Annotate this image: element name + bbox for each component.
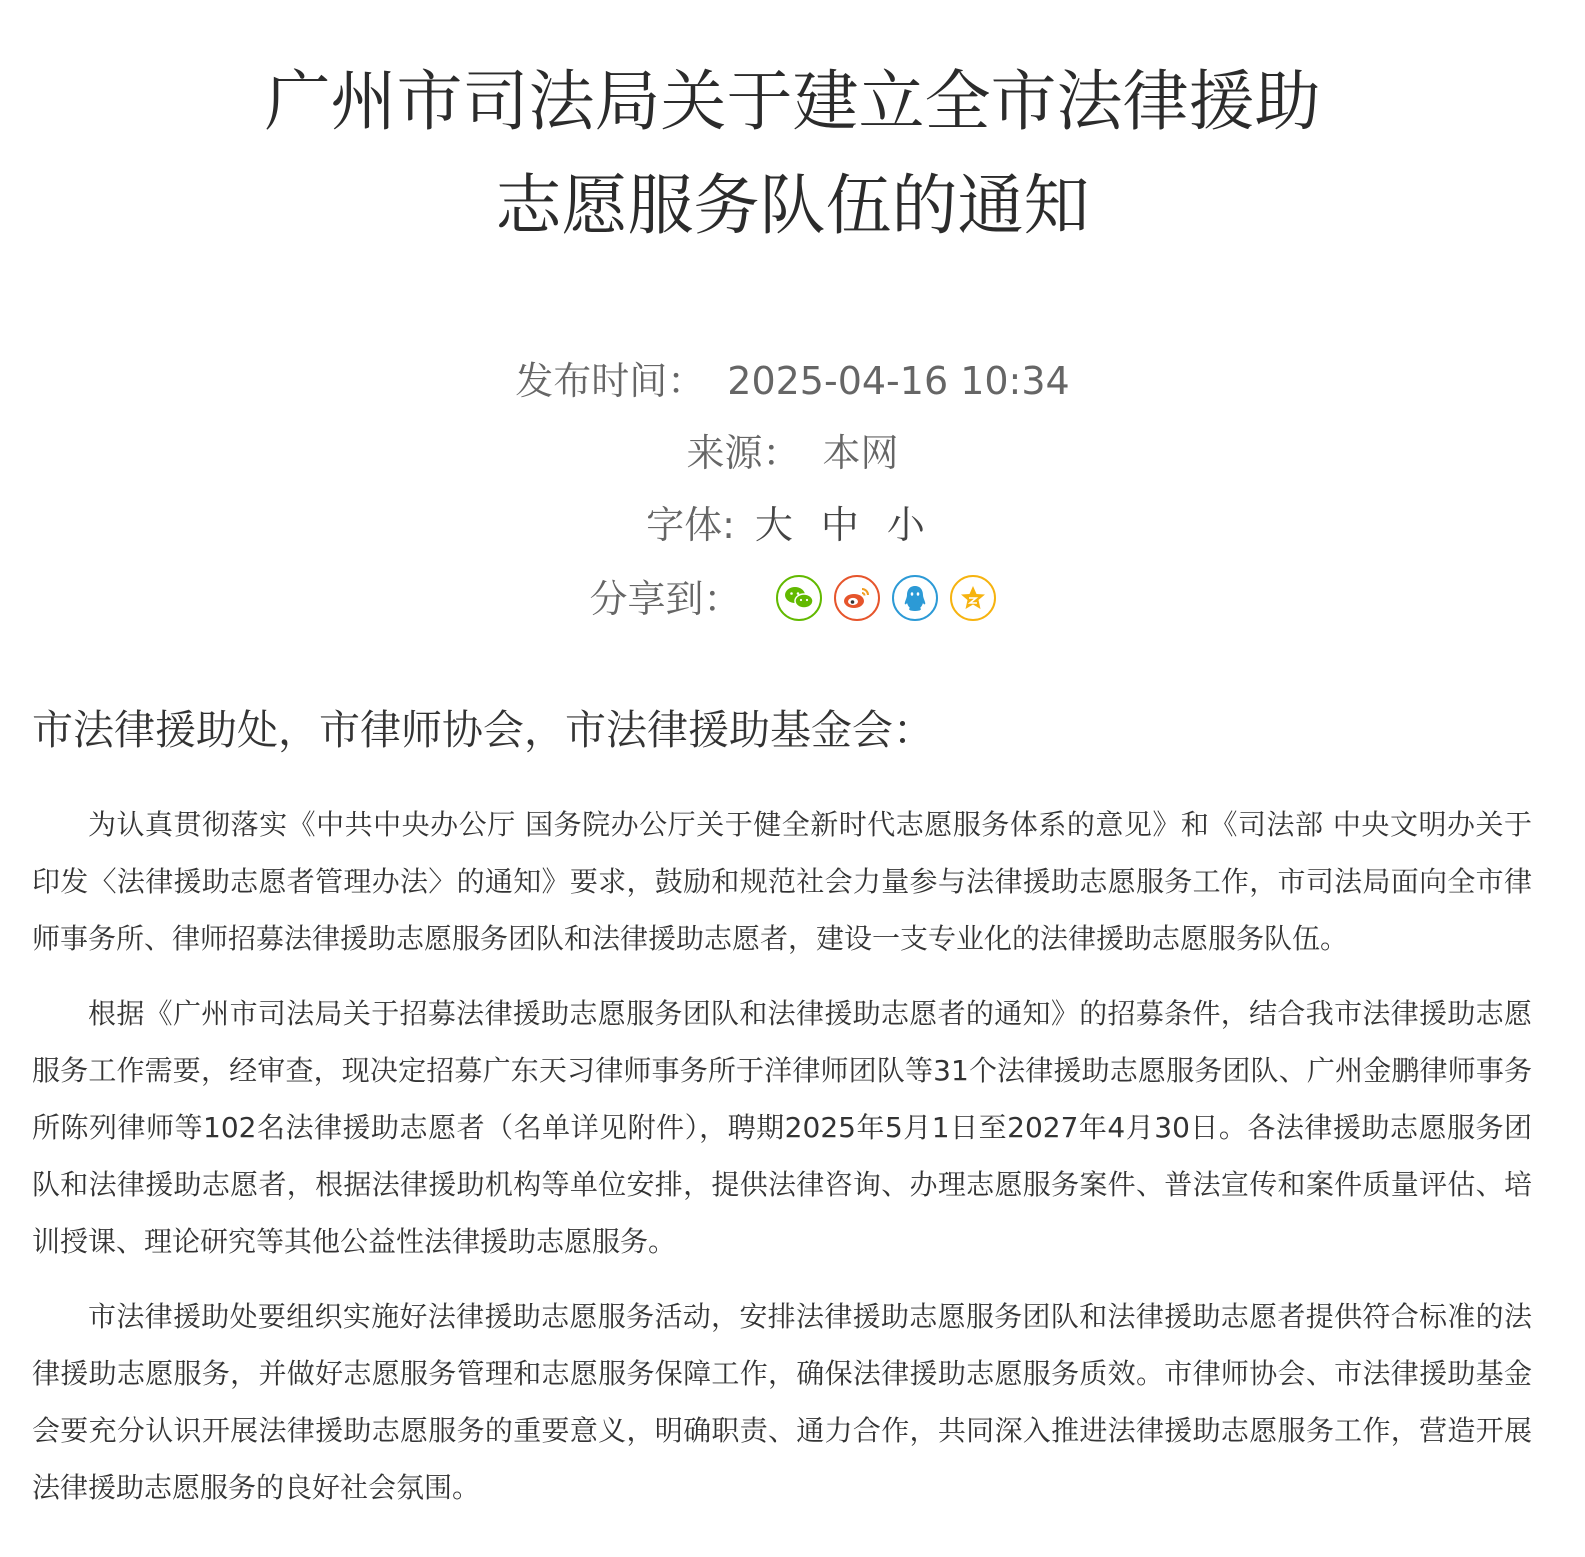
qq-icon[interactable]: [892, 575, 938, 621]
share-label: 分享到：: [589, 577, 742, 621]
article-title: [0, 50, 1585, 258]
article-paragraph: 根据《广州市司法局关于招募法律援助志愿服务团队和法律援助志愿者的通知》的招募条件，结合我市法律援助志愿服务工作需要，经审查，现决定招募广东天习律师事务所于洋律师团队等31个法律援助志愿服务团队、广州金鹏律师事务所陈列律师等102名法律援助志愿者（名单详见附件），聘期2025年5月1日至2027年4月30日。各法律援助志愿服务团队和法律援助志愿者，根据法律援助机构等单位安排，提供法律咨询、办理志愿服务案件、普法宣传和案件质量评估、培训授课、理论研究等其他公益性法律援助志愿服务。: [32, 997, 1532, 1258]
weibo-icon[interactable]: [834, 575, 880, 621]
font-size-label: 字体:: [646, 503, 735, 547]
font-size-row: [0, 494, 1585, 549]
wechat-icon[interactable]: [776, 575, 822, 621]
publish-time-value: 2025-04-16 10:34: [727, 359, 1070, 403]
article-title-line1: 广州市司法局关于建立全市法律援助: [264, 63, 1321, 140]
publish-time-label: 发布时间：: [515, 359, 706, 403]
source-label: 来源：: [686, 431, 801, 475]
qzone-icon[interactable]: [950, 575, 996, 621]
article-salutation: 市法律援助处，市律师协会，市法律援助基金会：: [32, 706, 934, 754]
article-paragraph: 市法律援助处要组织实施好法律援助志愿服务活动，安排法律援助志愿服务团队和法律援助志愿者提供符合标准的法律援助志愿服务，并做好志愿服务管理和志愿服务保障工作，确保法律援助志愿服务质效。市律师协会、市法律援助基金会要充分认识开展法律援助志愿服务的重要意义，明确职责、通力合作，共同深入推进法律援助志愿服务工作，营造开展法律援助志愿服务的良好社会氛围。: [32, 1300, 1532, 1504]
article-title-line2: 志愿服务队伍的通知: [495, 167, 1090, 244]
source-value: 本网: [822, 431, 899, 475]
share-icons: [776, 575, 996, 621]
article-paragraph: 为认真贯彻落实《中共中央办公厅 国务院办公厅关于健全新时代志愿服务体系的意见》和《司法部 中央文明办关于印发〈法律援助志愿者管理办法〉的通知》要求，鼓励和规范社会力量参与法律援助志愿服务工作，市司法局面向全市律师事务所、律师招募法律援助志愿服务团队和法律援助志愿者，建设一支专业化的法律援助志愿服务队伍。: [32, 808, 1532, 955]
publish-time-row: [0, 350, 1585, 405]
source-row: [0, 422, 1585, 477]
font-medium-button[interactable]: 中: [820, 503, 859, 547]
share-row: [0, 568, 1585, 625]
font-large-button[interactable]: 大: [754, 503, 793, 547]
font-small-button[interactable]: 小: [886, 503, 925, 547]
article-body: [32, 700, 1532, 1534]
